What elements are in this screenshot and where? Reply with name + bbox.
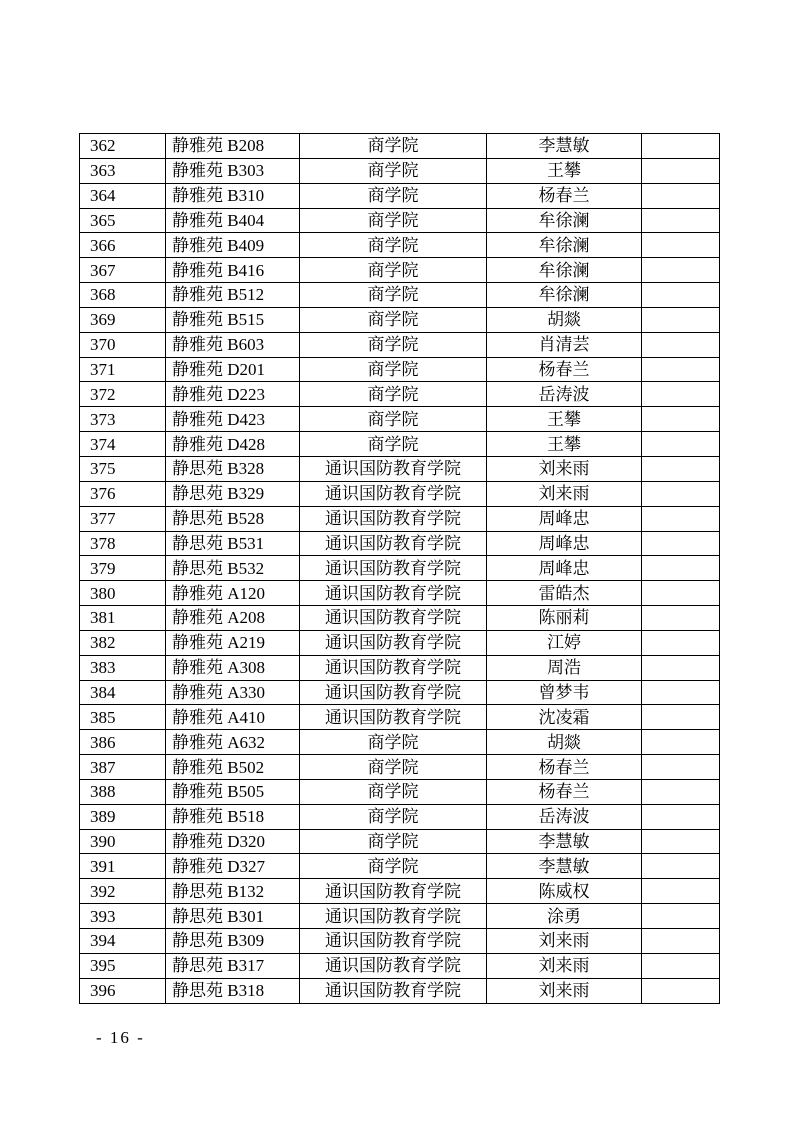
table-row [80,929,720,954]
table-row [80,680,720,705]
row-number-cell: 380 [80,581,166,606]
person-cell: 胡燚 [487,307,642,332]
note-cell [642,332,720,357]
row-number-cell: 375 [80,456,166,481]
room-cell: 静雅苑 D223 [166,382,300,407]
table-row [80,134,720,159]
note-cell [642,804,720,829]
table-row [80,208,720,233]
note-cell [642,630,720,655]
college-cell: 通识国防教育学院 [300,705,487,730]
room-cell: 静雅苑 B303 [166,158,300,183]
person-cell: 王攀 [487,432,642,457]
college-cell: 通识国防教育学院 [300,581,487,606]
row-number-cell: 396 [80,978,166,1003]
row-number-cell: 394 [80,929,166,954]
college-cell: 商学院 [300,804,487,829]
room-cell: 静雅苑 A308 [166,655,300,680]
note-cell [642,581,720,606]
note-cell [642,556,720,581]
college-cell: 通识国防教育学院 [300,953,487,978]
person-cell: 王攀 [487,158,642,183]
table-row [80,655,720,680]
table-row [80,953,720,978]
college-cell: 通识国防教育学院 [300,531,487,556]
person-cell: 杨春兰 [487,779,642,804]
note-cell [642,929,720,954]
row-number-cell: 379 [80,556,166,581]
college-cell: 商学院 [300,158,487,183]
row-number-cell: 373 [80,407,166,432]
person-cell: 李慧敏 [487,134,642,159]
row-number-cell: 367 [80,258,166,283]
room-cell: 静雅苑 B409 [166,233,300,258]
college-cell: 商学院 [300,332,487,357]
person-cell: 岳涛波 [487,804,642,829]
note-cell [642,680,720,705]
row-number-cell: 363 [80,158,166,183]
person-cell: 牟徐澜 [487,258,642,283]
table-row [80,978,720,1003]
note-cell [642,705,720,730]
room-cell: 静雅苑 B515 [166,307,300,332]
row-number-cell: 372 [80,382,166,407]
person-cell: 牟徐澜 [487,283,642,308]
table-row [80,879,720,904]
college-cell: 商学院 [300,829,487,854]
person-cell: 肖清芸 [487,332,642,357]
row-number-cell: 385 [80,705,166,730]
room-cell: 静雅苑 B518 [166,804,300,829]
note-cell [642,904,720,929]
note-cell [642,755,720,780]
room-cell: 静雅苑 D320 [166,829,300,854]
row-number-cell: 365 [80,208,166,233]
note-cell [642,258,720,283]
table-row [80,158,720,183]
table-row [80,854,720,879]
college-cell: 商学院 [300,233,487,258]
table-row [80,432,720,457]
table-row [80,332,720,357]
college-cell: 商学院 [300,432,487,457]
row-number-cell: 388 [80,779,166,804]
note-cell [642,432,720,457]
row-number-cell: 384 [80,680,166,705]
dormitory-table [79,133,720,1004]
person-cell: 胡燚 [487,730,642,755]
row-number-cell: 389 [80,804,166,829]
row-number-cell: 395 [80,953,166,978]
person-cell: 岳涛波 [487,382,642,407]
room-cell: 静雅苑 D423 [166,407,300,432]
college-cell: 商学院 [300,307,487,332]
person-cell: 牟徐澜 [487,233,642,258]
note-cell [642,854,720,879]
room-cell: 静雅苑 B502 [166,755,300,780]
note-cell [642,134,720,159]
person-cell: 周峰忠 [487,506,642,531]
note-cell [642,506,720,531]
note-cell [642,879,720,904]
room-cell: 静雅苑 A330 [166,680,300,705]
college-cell: 商学院 [300,382,487,407]
note-cell [642,730,720,755]
room-cell: 静雅苑 A120 [166,581,300,606]
note-cell [642,481,720,506]
table-row [80,755,720,780]
row-number-cell: 362 [80,134,166,159]
room-cell: 静雅苑 A208 [166,606,300,631]
table-row [80,606,720,631]
note-cell [642,283,720,308]
table-row [80,456,720,481]
room-cell: 静雅苑 A410 [166,705,300,730]
table-row [80,804,720,829]
note-cell [642,953,720,978]
college-cell: 商学院 [300,283,487,308]
person-cell: 江婷 [487,630,642,655]
note-cell [642,233,720,258]
table-row [80,258,720,283]
table-row [80,581,720,606]
room-cell: 静雅苑 B208 [166,134,300,159]
person-cell: 李慧敏 [487,854,642,879]
person-cell: 雷皓杰 [487,581,642,606]
note-cell [642,829,720,854]
room-cell: 静雅苑 B416 [166,258,300,283]
person-cell: 刘来雨 [487,978,642,1003]
room-cell: 静雅苑 D201 [166,357,300,382]
person-cell: 陈丽莉 [487,606,642,631]
person-cell: 杨春兰 [487,357,642,382]
person-cell: 刘来雨 [487,929,642,954]
table-body [80,134,720,1004]
note-cell [642,779,720,804]
person-cell: 涂勇 [487,904,642,929]
college-cell: 商学院 [300,183,487,208]
note-cell [642,307,720,332]
row-number-cell: 369 [80,307,166,332]
person-cell: 杨春兰 [487,755,642,780]
room-cell: 静思苑 B132 [166,879,300,904]
room-cell: 静思苑 B309 [166,929,300,954]
page-number: - 16 - [96,1028,145,1047]
college-cell: 商学院 [300,134,487,159]
college-cell: 通识国防教育学院 [300,506,487,531]
row-number-cell: 382 [80,630,166,655]
row-number-cell: 378 [80,531,166,556]
college-cell: 通识国防教育学院 [300,606,487,631]
room-cell: 静思苑 B328 [166,456,300,481]
college-cell: 通识国防教育学院 [300,680,487,705]
table-row [80,779,720,804]
room-cell: 静思苑 B317 [166,953,300,978]
note-cell [642,978,720,1003]
room-cell: 静雅苑 A632 [166,730,300,755]
room-cell: 静雅苑 D428 [166,432,300,457]
row-number-cell: 366 [80,233,166,258]
room-cell: 静思苑 B318 [166,978,300,1003]
room-cell: 静思苑 B532 [166,556,300,581]
row-number-cell: 368 [80,283,166,308]
note-cell [642,531,720,556]
table-row [80,904,720,929]
college-cell: 通识国防教育学院 [300,630,487,655]
person-cell: 刘来雨 [487,481,642,506]
table-row [80,382,720,407]
table-row [80,407,720,432]
college-cell: 通识国防教育学院 [300,481,487,506]
table-row [80,183,720,208]
table-row [80,481,720,506]
table-row [80,506,720,531]
college-cell: 商学院 [300,779,487,804]
room-cell: 静雅苑 B310 [166,183,300,208]
college-cell: 商学院 [300,407,487,432]
room-cell: 静雅苑 B603 [166,332,300,357]
college-cell: 通识国防教育学院 [300,978,487,1003]
college-cell: 商学院 [300,357,487,382]
note-cell [642,382,720,407]
note-cell [642,407,720,432]
college-cell: 通识国防教育学院 [300,904,487,929]
row-number-cell: 383 [80,655,166,680]
person-cell: 杨春兰 [487,183,642,208]
note-cell [642,655,720,680]
college-cell: 商学院 [300,854,487,879]
person-cell: 周峰忠 [487,531,642,556]
room-cell: 静思苑 B531 [166,531,300,556]
row-number-cell: 393 [80,904,166,929]
college-cell: 商学院 [300,730,487,755]
row-number-cell: 390 [80,829,166,854]
college-cell: 商学院 [300,208,487,233]
room-cell: 静雅苑 A219 [166,630,300,655]
row-number-cell: 376 [80,481,166,506]
note-cell [642,606,720,631]
table-row [80,531,720,556]
room-cell: 静思苑 B301 [166,904,300,929]
college-cell: 商学院 [300,258,487,283]
row-number-cell: 364 [80,183,166,208]
note-cell [642,158,720,183]
room-cell: 静雅苑 B512 [166,283,300,308]
row-number-cell: 381 [80,606,166,631]
row-number-cell: 374 [80,432,166,457]
note-cell [642,183,720,208]
note-cell [642,456,720,481]
college-cell: 通识国防教育学院 [300,655,487,680]
college-cell: 商学院 [300,755,487,780]
table-row [80,630,720,655]
person-cell: 沈凌霜 [487,705,642,730]
person-cell: 王攀 [487,407,642,432]
college-cell: 通识国防教育学院 [300,929,487,954]
table-row [80,705,720,730]
note-cell [642,208,720,233]
person-cell: 刘来雨 [487,953,642,978]
person-cell: 曾梦韦 [487,680,642,705]
person-cell: 周峰忠 [487,556,642,581]
table-row [80,829,720,854]
row-number-cell: 387 [80,755,166,780]
room-cell: 静雅苑 B505 [166,779,300,804]
person-cell: 周浩 [487,655,642,680]
person-cell: 李慧敏 [487,829,642,854]
table-row [80,556,720,581]
college-cell: 通识国防教育学院 [300,556,487,581]
table-row [80,730,720,755]
person-cell: 陈威权 [487,879,642,904]
person-cell: 刘来雨 [487,456,642,481]
person-cell: 牟徐澜 [487,208,642,233]
table-row [80,233,720,258]
table-row [80,307,720,332]
room-cell: 静雅苑 B404 [166,208,300,233]
row-number-cell: 391 [80,854,166,879]
table-row [80,357,720,382]
college-cell: 通识国防教育学院 [300,456,487,481]
table-row [80,283,720,308]
room-cell: 静思苑 B528 [166,506,300,531]
row-number-cell: 392 [80,879,166,904]
row-number-cell: 370 [80,332,166,357]
row-number-cell: 371 [80,357,166,382]
college-cell: 通识国防教育学院 [300,879,487,904]
row-number-cell: 386 [80,730,166,755]
row-number-cell: 377 [80,506,166,531]
room-cell: 静思苑 B329 [166,481,300,506]
room-cell: 静雅苑 D327 [166,854,300,879]
note-cell [642,357,720,382]
